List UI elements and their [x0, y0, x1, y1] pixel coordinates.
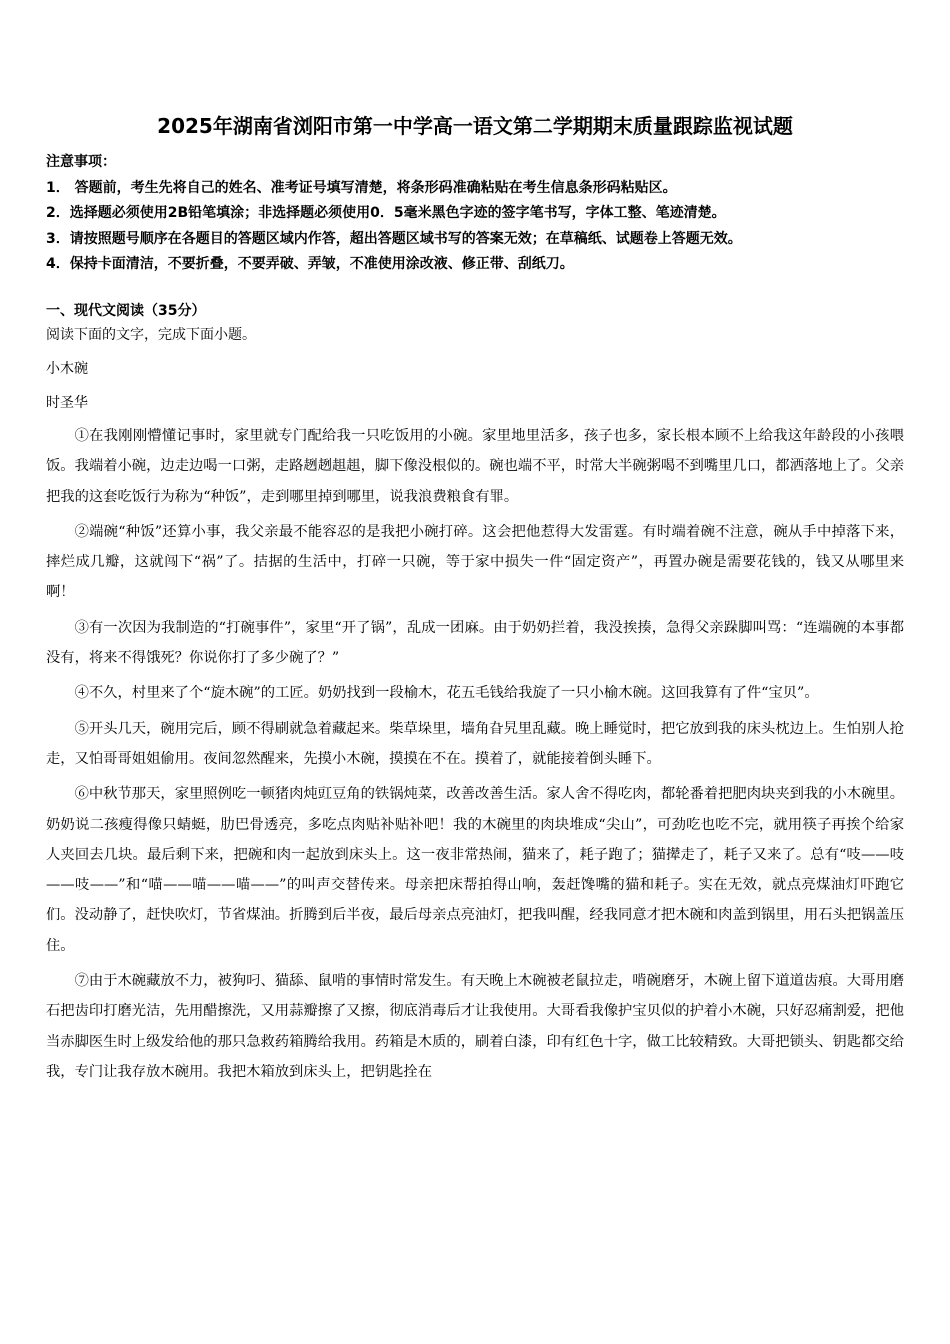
notice-block	[46, 150, 916, 278]
notice-item: 3．请按照题号顺序在各题目的答题区域内作答，超出答题区域书写的答案无效；在草稿纸、试题卷上答题无效。	[46, 230, 742, 247]
notice-item: 1． 答题前，考生先将自己的姓名、准考证号填写清楚，将条形码准确粘贴在考生信息条形码粘贴区。	[46, 179, 677, 196]
article-body	[46, 421, 904, 1092]
notice-item: 4．保持卡面清洁，不要折叠，不要弄破、弄皱，不准使用涂改液、修正带、刮纸刀。	[46, 256, 574, 272]
notice-item: 2．选择题必须使用2B铅笔填涂；非选择题必须使用0．5毫米黑色字迹的签字笔书写，字体工整、笔迹清楚。	[46, 205, 726, 221]
section-heading: 一、现代文阅读（35分）	[46, 303, 206, 319]
notice-heading: 注意事项：	[46, 154, 116, 170]
paragraph: ①在我刚刚懵懂记事时，家里就专门配给我一只吃饭用的小碗。家里地里活多，孩子也多，家长根本顾不上给我这年龄段的小孩喂饭。我端着小碗，边走边喝一口粥，走路趔趔趄趄，脚下像没根似的。碗也端不平，时常大半碗粥喝不到嘴里几口，都洒落地上了。父亲把我的这套吃饭行为称为“种饭”，走到哪里掉到哪里，说我浪费粮食有罪。	[46, 428, 904, 505]
paragraph: ③有一次因为我制造的“打碗事件”，家里“开了锅”，乱成一团麻。由于奶奶拦着，我没挨揍，急得父亲跺脚叫骂：“连端碗的本事都没有，将来不得饿死？你说你打了多少碗了？”	[46, 619, 904, 667]
article-title: 小木碗	[46, 361, 88, 377]
paragraph: ⑦由于木碗藏放不力，被狗叼、猫舔、鼠啃的事情时常发生。有天晚上木碗被老鼠拉走，啃碗磨牙，木碗上留下道道齿痕。大哥用磨石把齿印打磨光洁，先用醋擦洗，又用蒜瓣擦了又擦，彻底消毒后才让我使用。大哥看我像护宝贝似的护着小木碗，只好忍痛割爱，把他当赤脚医生时上级发给他的那只急救药箱腾给我用。药箱是木质的，刷着白漆，印有红色十字，做工比较精致。大哥把锁头、钥匙都交给我，专门让我存放木碗用。我把木箱放到床头上，把钥匙拴在	[46, 973, 904, 1080]
paragraph: ⑤开头几天，碗用完后，顾不得刷就急着藏起来。柴草垛里，墙角旮旯里乱藏。晚上睡觉时，把它放到我的床头枕边上。生怕别人抢走，又怕哥哥姐姐偷用。夜间忽然醒来，先摸小木碗，摸摸在不在。摸着了，就能接着倒头睡下。	[46, 720, 904, 767]
paragraph: ②端碗“种饭”还算小事，我父亲最不能容忍的是我把小碗打碎。这会把他惹得大发雷霆。有时端着碗不注意，碗从手中掉落下来，摔烂成几瓣，这就闯下“祸”了。拮据的生活中，打碎一只碗，等于家中损失一件“固定资产”，再置办碗是需要花钱的，钱又从哪里来啊！	[46, 523, 904, 601]
paragraph: ④不久，村里来了个“旋木碗”的工匠。奶奶找到一段榆木，花五毛钱给我旋了一只小榆木碗。这回我算有了件“宝贝”。	[74, 685, 819, 702]
reading-instruction: 阅读下面的文字，完成下面小题。	[46, 327, 256, 343]
page-title: 2025年湖南省浏阳市第一中学高一语文第二学期期末质量跟踪监视试题	[157, 114, 793, 138]
article-author: 时圣华	[46, 395, 88, 411]
paragraph: ⑥中秋节那天，家里照例吃一顿猪肉炖豇豆角的铁锅炖菜，改善改善生活。家人舍不得吃肉，都轮番着把肥肉块夹到我的小木碗里。奶奶说二孩瘦得像只蜻蜓，肋巴骨透亮，多吃点肉贴补贴补吧！我的木碗里的肉块堆成“尖山”，可劲吃也吃不完，就用筷子再挨个给家人夹回去几块。最后剩下来，把碗和肉一起放到床头上。这一夜非常热闹，猫来了，耗子跑了；猫撵走了，耗子又来了。总有“吱——吱——吱——”和“喵——喵——喵——”的叫声交替传来。母亲把床帮拍得山响，轰赶馋嘴的猫和耗子。实在无效，就点亮煤油灯吓跑它们。没动静了，赶快吹灯，节省煤油。折腾到后半夜，最后母亲点亮油灯，把我叫醒，经我同意才把木碗和肉盖到锅里，用石头把锅盖压住。	[46, 786, 904, 954]
